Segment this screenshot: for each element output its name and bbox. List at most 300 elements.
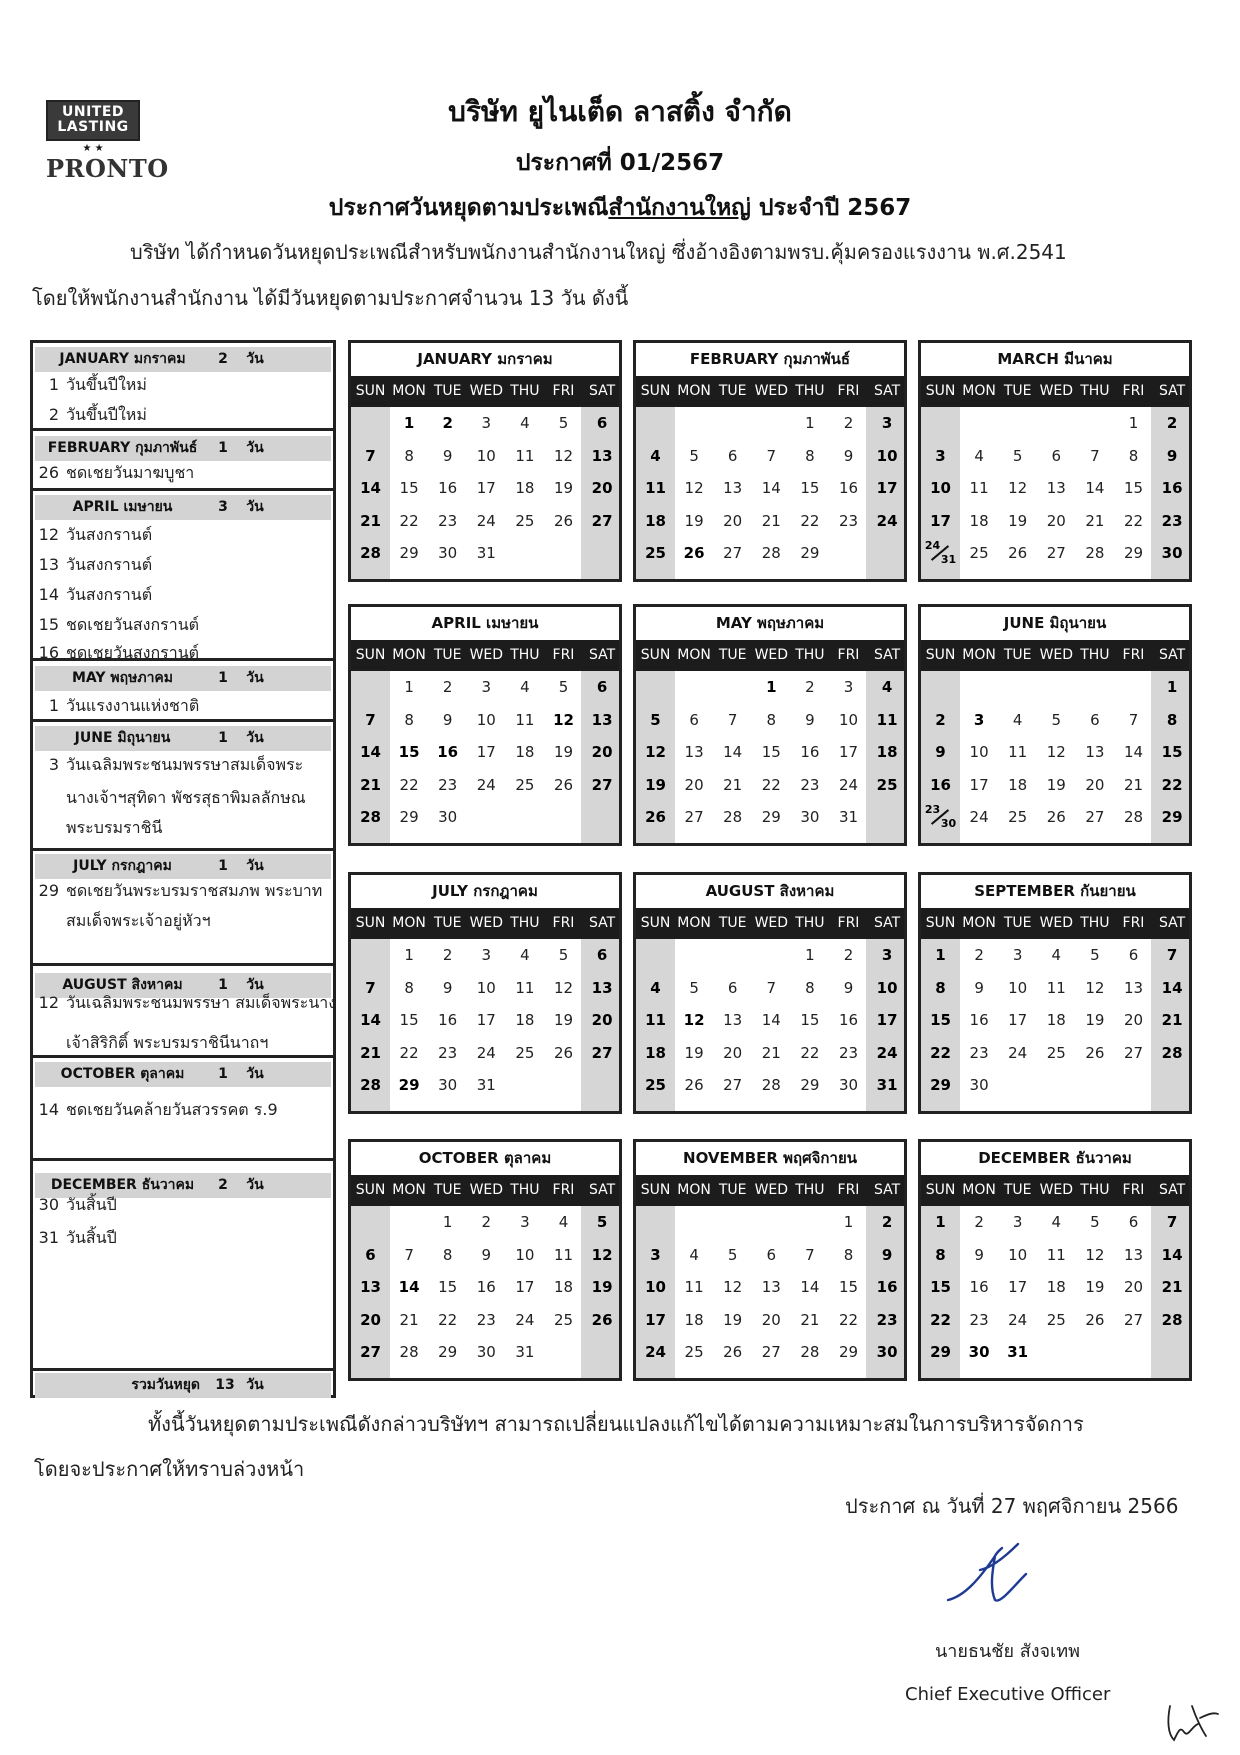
weekday-label: FRI	[1122, 915, 1145, 931]
calendar-day: 25	[969, 544, 989, 562]
calendar-day: 29	[838, 1343, 859, 1361]
weekday-label: MON	[392, 915, 426, 931]
calendar-day: 22	[438, 1310, 458, 1329]
weekday-label: SUN	[355, 1182, 386, 1198]
calendar-day: 8	[404, 446, 414, 465]
summary-holiday-name: วันขึ้นปีใหม่	[66, 375, 147, 394]
calendar-day: 21	[761, 1043, 781, 1062]
weekday-label: WED	[1039, 915, 1074, 931]
logo-line-2: LASTING	[57, 119, 129, 135]
summary-holiday-name: ชดเชยวันพระบรมราชสมภพ พระบาท	[66, 881, 323, 900]
weekday-label: THU	[795, 647, 825, 663]
calendar-day: 29	[930, 1343, 951, 1361]
calendar-day: 1	[442, 1213, 453, 1231]
calendar-day: 14	[360, 743, 381, 761]
calendar-day: 31	[476, 544, 496, 562]
weekday-label: SUN	[355, 383, 386, 399]
calendar-day: 10	[476, 978, 496, 997]
calendar-day: 13	[1123, 1245, 1144, 1264]
calendar-day: 19	[1085, 1278, 1105, 1296]
calendar-day: 7	[365, 710, 376, 729]
footer-note-line-2: โดยจะประกาศให้ทราบล่วงหน้า	[34, 1457, 305, 1481]
calendar-day: 15	[398, 743, 420, 761]
calendar-day: 12	[553, 710, 574, 729]
calendar-day: 16	[800, 743, 820, 761]
weekday-label: SUN	[640, 647, 671, 663]
summary-unit: วัน	[246, 977, 264, 993]
calendar-day: 20	[1046, 511, 1066, 530]
calendar-day: 30	[969, 1076, 989, 1094]
calendar-day: 17	[930, 511, 951, 530]
weekday-label: FRI	[837, 383, 860, 399]
calendar-day: 5	[650, 710, 661, 729]
calendar-day: 27	[1123, 1043, 1144, 1062]
calendar-day: 1	[805, 946, 815, 964]
calendar-day: 27	[684, 808, 704, 826]
weekday-label: FRI	[552, 383, 575, 399]
calendar-day: 4	[650, 978, 661, 997]
weekday-label: FRI	[837, 915, 860, 931]
weekday-label: TUE	[718, 383, 747, 399]
calendar-day: 24	[876, 1043, 898, 1062]
calendar-day: 26	[1085, 1043, 1105, 1062]
summary-month-header	[35, 495, 331, 520]
month-calendar	[918, 604, 1192, 846]
calendar-day: 9	[1166, 446, 1178, 465]
calendar-day: 23	[438, 511, 458, 530]
calendar-day: 28	[723, 808, 743, 826]
weekday-label: SAT	[1158, 915, 1186, 931]
calendar-day: 30	[940, 817, 957, 830]
calendar-day: 24	[476, 511, 496, 530]
weekday-label: SUN	[640, 383, 671, 399]
calendar-day: 14	[723, 743, 743, 761]
summary-month-count: 1	[218, 977, 228, 993]
summary-holiday-name: วันสิ้นปี	[66, 1195, 117, 1214]
calendar-day: 8	[1166, 710, 1178, 729]
month-calendar	[348, 1139, 622, 1381]
calendar-day: 20	[1123, 1011, 1144, 1029]
calendar-day: 24	[476, 775, 496, 794]
calendar-day: 14	[398, 1278, 420, 1296]
calendar-day: 10	[476, 446, 496, 465]
calendar-day: 26	[1046, 808, 1066, 826]
calendar-day: 13	[591, 446, 613, 465]
calendar-day: 13	[360, 1278, 381, 1296]
calendar-day: 3	[1012, 946, 1023, 964]
calendar-day: 3	[881, 414, 893, 432]
calendar-day: 9	[843, 446, 854, 465]
calendar-day: 4	[520, 946, 530, 964]
calendar-day: 14	[1085, 479, 1105, 497]
weekday-label: SAT	[1158, 383, 1186, 399]
calendar-day: 27	[1046, 544, 1066, 562]
calendar-day: 27	[360, 1343, 381, 1361]
calendar-day: 1	[805, 414, 815, 432]
summary-holiday-day: 1	[48, 375, 59, 394]
calendar-day: 8	[442, 1245, 453, 1264]
calendar-day: 6	[1051, 446, 1062, 465]
calendar-day: 31	[476, 1076, 496, 1094]
calendar-day: 5	[689, 978, 699, 997]
calendar-day: 26	[683, 544, 705, 562]
calendar-day: 8	[805, 978, 815, 997]
calendar-day: 28	[360, 1076, 381, 1094]
month-title: OCTOBER ตุลาคม	[418, 1149, 552, 1167]
calendar-day: 13	[591, 978, 613, 997]
calendar-day: 8	[843, 1245, 854, 1264]
calendar-day: 17	[1008, 1278, 1028, 1296]
summary-month-header	[35, 347, 331, 372]
month-title: FEBRUARY กุมภาพันธ์	[689, 350, 851, 368]
calendar-day: 19	[591, 1278, 613, 1296]
weekday-label: MON	[962, 915, 996, 931]
signer-name: นายธนชัย สังจเทพ	[935, 1641, 1080, 1662]
summary-month-count: 1	[218, 858, 228, 874]
intro-line-2: โดยให้พนักงานสำนักงาน ได้มีวันหยุดตามประกาศจำนวน 13 วัน ดังนี้	[32, 286, 629, 310]
calendar-day: 14	[360, 479, 381, 497]
summary-month-header	[35, 726, 331, 751]
calendar-day: 20	[1123, 1278, 1144, 1296]
summary-month-name: MAY พฤษภาคม	[71, 670, 174, 686]
summary-holiday-name: เจ้าสิริกิติ์ พระบรมราชินีนาถฯ	[66, 1033, 269, 1052]
calendar-day: 29	[800, 544, 820, 562]
calendar-day: 31	[1007, 1343, 1029, 1361]
calendar-day: 10	[930, 479, 951, 497]
calendar-day: 12	[723, 1278, 743, 1296]
summary-month-name: JANUARY มกราคม	[59, 351, 186, 367]
summary-holiday-name: ชดเชยวันมาฆบูชา	[66, 463, 195, 482]
calendar-day: 22	[1123, 511, 1144, 530]
summary-holiday-name: วันสงกรานต์	[66, 525, 153, 544]
calendar-day: 25	[515, 511, 535, 530]
summary-holiday-name: วันสงกรานต์	[66, 585, 153, 604]
calendar-day: 15	[399, 479, 419, 497]
calendar-day: 12	[1046, 743, 1066, 761]
summary-month-count: 1	[218, 670, 228, 686]
summary-holiday-day: 14	[38, 585, 59, 604]
summary-unit: วัน	[246, 858, 264, 874]
calendar-day: 4	[1051, 946, 1062, 964]
calendar-day: 4	[974, 446, 984, 465]
calendar-day: 11	[969, 479, 989, 497]
calendar-day: 26	[1085, 1310, 1105, 1329]
calendar-day: 29	[438, 1343, 458, 1361]
calendar-day: 9	[442, 710, 453, 729]
calendar-day: 18	[645, 1043, 666, 1062]
weekday-label: TUE	[1003, 383, 1032, 399]
calendar-day: 9	[805, 710, 815, 729]
calendar-day: 17	[876, 1011, 898, 1029]
weekday-label: MON	[677, 915, 711, 931]
calendar-day: 13	[1085, 743, 1105, 761]
calendar-day: 4	[881, 678, 893, 696]
summary-holiday-name: ชดเชยวันคล้ายวันสวรรคต ร.9	[66, 1100, 278, 1119]
weekday-header	[921, 640, 1189, 671]
calendar-day: 1	[1166, 678, 1178, 696]
calendar-day: 28	[399, 1343, 419, 1361]
calendar-day: 6	[1128, 946, 1139, 964]
weekday-label: SUN	[640, 915, 671, 931]
calendar-day: 26	[553, 511, 574, 530]
calendar-day: 21	[360, 1043, 381, 1062]
month-calendar	[633, 1139, 907, 1381]
announcement-number: ประกาศที่ 01/2567	[515, 150, 725, 176]
calendar-day: 13	[723, 479, 743, 497]
calendar-day: 13	[761, 1278, 781, 1296]
calendar-day: 1	[404, 946, 414, 964]
weekday-label: SAT	[873, 647, 901, 663]
calendar-day: 21	[399, 1310, 419, 1329]
calendar-day: 16	[438, 479, 458, 497]
month-title: JUNE มิถุนายน	[1003, 614, 1107, 632]
month-calendar	[918, 872, 1192, 1114]
calendar-day: 15	[838, 1278, 859, 1296]
calendar-day: 27	[723, 544, 743, 562]
calendar-day: 5	[1090, 1213, 1100, 1231]
weekday-label: TUE	[433, 647, 462, 663]
calendar-day: 17	[969, 775, 989, 794]
calendar-day: 21	[1161, 1011, 1183, 1029]
summary-holiday-day: 30	[38, 1195, 59, 1214]
weekday-label: WED	[754, 1182, 789, 1198]
calendar-day: 28	[360, 544, 381, 562]
summary-holiday-day: 14	[38, 1100, 59, 1119]
summary-unit: วัน	[246, 1177, 264, 1193]
calendar-day: 24	[876, 511, 898, 530]
calendar-day: 6	[365, 1245, 376, 1264]
calendar-day: 30	[800, 808, 820, 826]
summary-total-label: รวมวันหยุด	[131, 1377, 200, 1393]
summary-unit: วัน	[246, 1377, 264, 1393]
calendar-day: 29	[761, 808, 781, 826]
calendar-day: 27	[761, 1343, 781, 1361]
signature-icon	[940, 1538, 1050, 1610]
weekday-label: MON	[392, 383, 426, 399]
month-title: MAY พฤษภาคม	[715, 614, 825, 632]
calendar-day: 8	[935, 978, 946, 997]
company-name: บริษัท ยูไนเต็ด ลาสติ้ง จำกัด	[448, 95, 792, 128]
weekday-label: FRI	[1122, 647, 1145, 663]
summary-holiday-day: 26	[38, 463, 59, 482]
calendar-day: 15	[930, 1011, 951, 1029]
weekday-label: THU	[510, 383, 540, 399]
calendar-day: 16	[838, 1011, 859, 1029]
weekday-label: THU	[795, 1182, 825, 1198]
calendar-day: 13	[684, 743, 704, 761]
month-calendar	[633, 340, 907, 582]
calendar-day: 20	[591, 479, 613, 497]
calendar-day: 10	[969, 743, 989, 761]
weekday-label: SAT	[1158, 647, 1186, 663]
calendar-day: 29	[930, 1076, 951, 1094]
calendar-day: 1	[404, 678, 414, 696]
month-title: JANUARY มกราคม	[417, 350, 553, 368]
summary-holiday-day: 16	[38, 643, 59, 662]
calendar-day: 18	[553, 1278, 574, 1296]
calendar-day: 30	[838, 1076, 859, 1094]
calendar-day: 7	[1090, 446, 1100, 465]
calendar-day: 2	[974, 946, 984, 964]
month-title: AUGUST สิงหาคม	[705, 882, 835, 900]
calendar-day: 26	[591, 1310, 613, 1329]
calendar-day: 20	[360, 1310, 381, 1329]
weekday-label: TUE	[433, 1182, 462, 1198]
calendar-day: 12	[1085, 1245, 1105, 1264]
weekday-label: FRI	[552, 647, 575, 663]
subject-suffix: ประจำปี 2567	[750, 195, 912, 221]
calendar-day: 5	[1012, 446, 1023, 465]
month-title: DECEMBER ธันวาคม	[978, 1149, 1132, 1167]
weekday-label: THU	[795, 383, 825, 399]
calendar-day: 7	[766, 978, 777, 997]
calendar-day: 9	[442, 978, 453, 997]
calendar-day: 5	[727, 1245, 738, 1264]
weekday-header	[351, 1175, 619, 1206]
weekday-label: SUN	[925, 915, 956, 931]
calendar-day: 2	[843, 414, 854, 432]
calendar-day: 18	[876, 743, 898, 761]
calendar-day: 24	[476, 1043, 496, 1062]
summary-holiday-day: 31	[38, 1228, 59, 1247]
calendar-day: 19	[684, 511, 704, 530]
calendar-day: 7	[404, 1245, 414, 1264]
calendar-day: 23	[476, 1310, 496, 1329]
calendar-day: 14	[1161, 1245, 1183, 1264]
summary-divider	[33, 1055, 333, 1058]
calendar-day: 27	[591, 511, 613, 530]
weekday-label: WED	[469, 383, 504, 399]
calendar-day: 18	[515, 479, 535, 497]
calendar-day: 6	[1128, 1213, 1139, 1231]
calendar-day: 3	[481, 414, 492, 432]
weekday-label: SAT	[873, 915, 901, 931]
calendar-day: 21	[761, 511, 781, 530]
calendar-day: 8	[935, 1245, 946, 1264]
calendar-day: 1	[403, 414, 415, 432]
summary-unit: วัน	[246, 730, 264, 746]
calendar-day: 11	[645, 1011, 666, 1029]
calendar-day: 22	[1161, 775, 1183, 794]
calendar-day: 3	[481, 946, 492, 964]
calendar-day: 22	[800, 511, 820, 530]
calendar-day: 10	[876, 978, 898, 997]
calendar-day: 15	[438, 1278, 458, 1296]
calendar-day: 30	[438, 808, 458, 826]
summary-holiday-name: วันสงกรานต์	[66, 555, 153, 574]
calendar-day: 3	[935, 446, 946, 465]
calendar-day: 27	[723, 1076, 743, 1094]
calendar-day: 22	[800, 1043, 820, 1062]
calendar-day: 3	[881, 946, 893, 964]
calendar-day: 4	[1051, 1213, 1062, 1231]
summary-holiday-name: นางเจ้าฯสุทิดา พัชรสุธาพิมลลักษณ	[66, 788, 306, 807]
logo-brand: PRONTO	[46, 154, 169, 183]
weekday-label: TUE	[1003, 1182, 1032, 1198]
summary-total-count: 13	[215, 1377, 235, 1393]
weekday-label: MON	[962, 1182, 996, 1198]
announcement-subject	[0, 190, 1240, 226]
calendar-day: 26	[1008, 544, 1028, 562]
calendar-day: 2	[481, 1213, 492, 1231]
weekday-label: THU	[1080, 383, 1110, 399]
calendar-day: 29	[1161, 808, 1183, 826]
calendar-day: 24	[515, 1310, 535, 1329]
summary-month-name: OCTOBER ตุลาคม	[60, 1066, 185, 1082]
weekday-label: THU	[1080, 915, 1110, 931]
weekday-label: SUN	[355, 647, 386, 663]
calendar-day: 8	[404, 978, 414, 997]
weekday-label: TUE	[1003, 647, 1032, 663]
month-calendar	[348, 872, 622, 1114]
calendar-day: 22	[399, 1043, 419, 1062]
signer-title: Chief Executive Officer	[905, 1684, 1111, 1705]
calendar-day: 3	[650, 1245, 661, 1264]
calendar-day: 29	[398, 1076, 420, 1094]
weekday-label: MON	[962, 647, 996, 663]
calendar-day: 7	[1128, 710, 1139, 729]
calendar-day: 20	[591, 743, 613, 761]
calendar-day: 16	[876, 1278, 898, 1296]
calendar-day: 2	[935, 710, 946, 729]
weekday-label: SAT	[873, 1182, 901, 1198]
calendar-day: 24	[838, 775, 859, 794]
calendar-day: 17	[838, 743, 859, 761]
weekday-label: SAT	[1158, 1182, 1186, 1198]
calendar-day: 25	[645, 1076, 666, 1094]
calendar-day: 16	[437, 743, 459, 761]
weekday-label: MON	[962, 383, 996, 399]
summary-holiday-name: พระบรมราชินี	[66, 818, 163, 837]
calendar-day: 22	[761, 775, 781, 794]
weekday-header	[636, 1175, 904, 1206]
calendar-day: 31	[838, 808, 859, 826]
calendar-day: 6	[727, 446, 738, 465]
weekday-header	[636, 376, 904, 407]
weekday-label: WED	[469, 915, 504, 931]
calendar-day: 25	[684, 1343, 704, 1361]
calendar-day: 30	[1161, 544, 1183, 562]
calendar-day: 2	[881, 1213, 893, 1231]
summary-divider	[33, 848, 333, 851]
summary-divider	[33, 963, 333, 966]
logo-line-1: UNITED	[61, 104, 125, 120]
weekday-label: MON	[392, 1182, 426, 1198]
calendar-day: 23	[838, 1043, 859, 1062]
calendar-day: 22	[399, 775, 419, 794]
weekday-label: THU	[510, 647, 540, 663]
weekday-label: TUE	[1003, 915, 1032, 931]
calendar-day: 3	[843, 678, 854, 696]
weekday-label: WED	[754, 383, 789, 399]
calendar-day: 6	[596, 946, 608, 964]
calendar-day: 25	[645, 544, 666, 562]
calendar-day: 23	[969, 1043, 989, 1062]
calendar-day: 9	[935, 743, 946, 761]
calendar-day: 12	[591, 1245, 613, 1264]
calendar-day: 27	[1085, 808, 1105, 826]
weekday-label: WED	[1039, 383, 1074, 399]
calendar-day: 18	[515, 743, 535, 761]
calendar-day: 5	[558, 946, 569, 964]
summary-divider	[33, 488, 333, 491]
calendar-day: 7	[727, 710, 738, 729]
calendar-day: 10	[645, 1278, 666, 1296]
summary-holiday-day: 3	[48, 755, 59, 774]
summary-month-name: APRIL เมษายน	[72, 499, 173, 515]
calendar-day: 1	[766, 678, 777, 696]
calendar-day: 4	[558, 1213, 569, 1231]
